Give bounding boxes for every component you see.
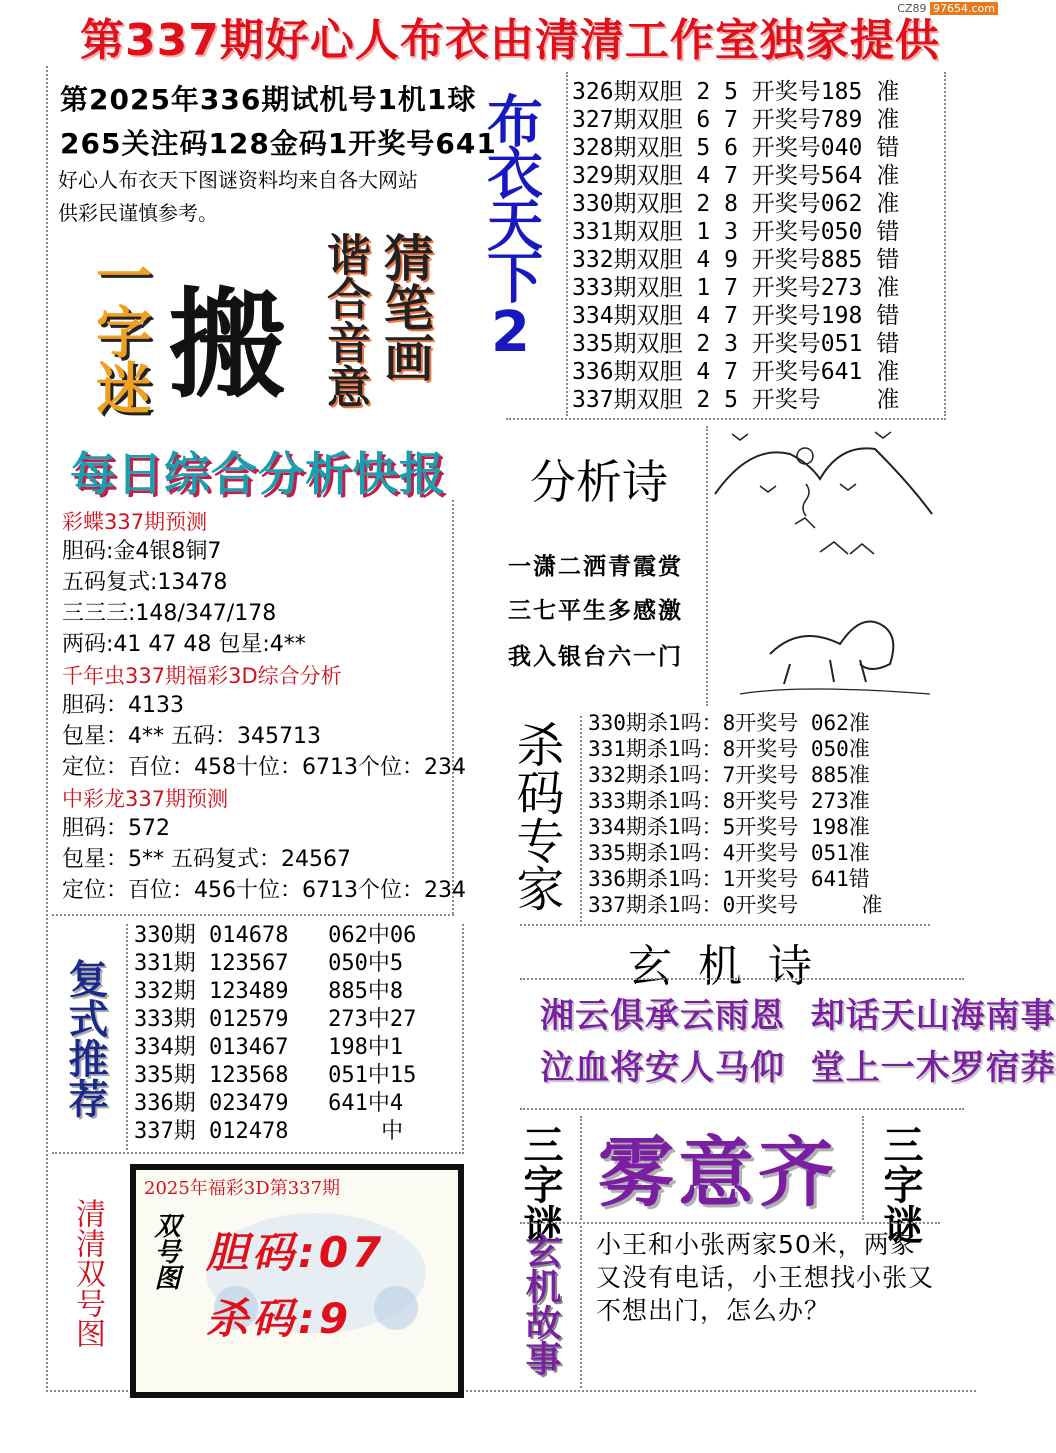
caidie-line: 三三三:148/347/178 [62, 601, 277, 626]
shuangdan-row-result: 错 [876, 219, 900, 245]
shuangdan-right-border [944, 72, 946, 416]
kill-expert-row: 333期杀1吗：8开奖号 273准 [588, 789, 870, 813]
shuangdan-row-result: 准 [876, 275, 900, 301]
fushi-row: 337期 012478 中 [134, 1119, 404, 1144]
riddle-hint-sound: 谐合音意 [319, 232, 370, 408]
kill-expert-row: 335期杀1吗：4开奖号 051准 [588, 841, 870, 865]
xuanji-poem-line-1: 湘云俱承云雨恩 却话天山海南事 [540, 996, 1056, 1036]
shuangdan-row-text: 326期双胆 2 5 开奖号185 [572, 79, 863, 105]
story-text: 小王和小张两家50米，两家又没有电话，小王想找小张又不想出门，怎么办？ [596, 1230, 935, 1325]
riddle-label: 一字迷 [87, 247, 152, 415]
shuangdan-row-result: 准 [876, 107, 900, 133]
caidie-line: 两码:41 47 48 包星:4** [62, 632, 306, 657]
notice-line-1: 好心人布衣天下图谜资料均来自各大网站 [58, 168, 418, 192]
shuangdan-row [572, 78, 899, 106]
fushi-row: 331期 123567 050中5 [134, 951, 404, 976]
shuangdan-bottom-border [506, 418, 946, 420]
notice-line-2: 供彩民谨慎参考。 [58, 201, 218, 225]
sanzi-left-divider [580, 1116, 582, 1220]
qny-line: 胆码：4133 [62, 693, 184, 718]
sanzi-right-divider [862, 1116, 864, 1220]
shuangdan-row [572, 190, 899, 218]
xuanji-poem-title: 玄 机 诗 [628, 941, 818, 992]
shuangdan-row-result: 准 [876, 163, 900, 189]
kill-expert-row: 337期杀1吗：0开奖号 准 [588, 893, 883, 917]
kill-expert-divider [580, 716, 582, 922]
fushi-bottom-border [52, 1152, 464, 1154]
shuangdan-row-text: 333期双胆 1 7 开奖号273 [572, 275, 863, 301]
shuangdan-row-text: 337期双胆 2 5 开奖号 [572, 387, 863, 413]
kill-expert-row: 331期杀1吗：8开奖号 050准 [588, 737, 870, 761]
analysis-poem-title: 分析诗 [530, 455, 668, 509]
predictions-bottom-border [52, 914, 454, 916]
story-label: 玄机故事 [520, 1232, 561, 1376]
shuangdan-row-text: 330期双胆 2 8 开奖号062 [572, 191, 863, 217]
qingqing-card [130, 1164, 464, 1398]
shuangdan-row [572, 386, 899, 414]
sanzi-left-label: 三字谜 [517, 1124, 563, 1244]
kill-expert-row: 336期杀1吗：1开奖号 641错 [588, 867, 870, 891]
fushi-row: 332期 123489 885中8 [134, 979, 404, 1004]
shuangdan-row-text: 331期双胆 1 3 开奖号050 [572, 219, 863, 245]
brand-vertical [478, 92, 543, 373]
fushi-row: 330期 014678 062中06 [134, 923, 417, 948]
qingqing-sha-row: 杀码:9 [206, 1294, 353, 1343]
qingqing-side-label: 双号图 [150, 1212, 180, 1290]
fushi-table [134, 922, 416, 1146]
shuangdan-row-text: 336期双胆 4 7 开奖号641 [572, 359, 863, 385]
zcl-line: 胆码：572 [62, 816, 170, 841]
shuangdan-row-text: 335期双胆 2 3 开奖号051 [572, 331, 863, 357]
shuangdan-row-result: 准 [876, 191, 900, 217]
watermark-site: 97654.com [930, 2, 998, 15]
shuangdan-row-result: 错 [876, 135, 900, 161]
caidie-line: 胆码:金4银8铜7 [62, 539, 222, 564]
qny-heading: 千年虫337期福彩3D综合分析 [62, 664, 342, 688]
shuangdan-row [572, 358, 899, 386]
brand-text: 布衣天下2 [478, 92, 543, 361]
trial-number-line: 第2025年336期试机号1机1球 [60, 83, 477, 116]
riddle-hint-stroke: 猜笔画 [376, 232, 434, 382]
kill-expert-row: 332期杀1吗：7开奖号 885准 [588, 763, 870, 787]
fushi-row: 335期 123568 051中15 [134, 1063, 417, 1088]
xuanji-poem-line-2: 泣血将安人马仰 堂上一木罗宿莽 [540, 1048, 1056, 1088]
kill-expert-bottom-border [520, 924, 930, 926]
mountain-animal-sketch [710, 424, 936, 706]
shuangdan-row [572, 134, 899, 162]
shuangdan-row [572, 162, 899, 190]
kill-expert-table [588, 710, 882, 918]
sha-value: 9 [318, 1294, 353, 1343]
analysis-poem-line: 一潇二洒青霞赏 [508, 554, 683, 580]
shuangdan-row [572, 106, 899, 134]
shuangdan-row-result: 错 [876, 247, 900, 273]
watermark-code: CZ89 [897, 2, 927, 15]
kill-expert-label: 杀码专家 [508, 720, 564, 912]
shuangdan-row-result: 准 [876, 387, 900, 413]
fushi-right-border [462, 924, 464, 1150]
shuangdan-row-result: 错 [876, 331, 900, 357]
daily-report-banner: 每日综合分析快报 [70, 447, 446, 501]
qny-line: 定位：百位：458十位：6713个位：234 [62, 755, 466, 780]
sanzi-text: 雾意齐 [598, 1128, 838, 1217]
sketch-left-border [706, 426, 708, 706]
kill-expert-row: 330期杀1吗：8开奖号 062准 [588, 711, 870, 735]
shuangdan-row [572, 218, 899, 246]
shuangdan-row-result: 错 [876, 303, 900, 329]
page-title: 第337期好心人布衣由清清工作室独家提供 [80, 15, 940, 66]
predictions-block [62, 506, 466, 906]
zcl-line: 包星：5** 五码复式：24567 [62, 847, 351, 872]
fushi-divider [126, 924, 128, 1150]
shuangdan-row [572, 274, 899, 302]
shuangdan-row [572, 302, 899, 330]
zcl-line: 定位：百位：456十位：6713个位：234 [62, 878, 466, 903]
shuangdan-row-text: 334期双胆 4 7 开奖号198 [572, 303, 863, 329]
shuangdan-row [572, 330, 899, 358]
zcl-heading: 中彩龙337期预测 [62, 787, 229, 811]
qingqing-card-title: 2025年福彩3D第337期 [144, 1178, 341, 1199]
sanzi-right-label: 三字谜 [877, 1124, 923, 1244]
fushi-row: 334期 013467 198中1 [134, 1035, 404, 1060]
dan-value: 07 [318, 1228, 386, 1277]
qingqing-dan-row: 胆码:07 [206, 1228, 386, 1277]
shuangdan-table [572, 78, 899, 414]
dan-label: 胆码 [206, 1228, 299, 1277]
qingqing-label: 清清双号图 [70, 1198, 105, 1348]
caidie-line: 五码复式:13478 [62, 570, 228, 595]
sha-label: 杀码 [206, 1294, 299, 1343]
focus-code-line: 265关注码128金码1开奖号641 [60, 127, 497, 160]
analysis-poem-line: 三七平生多感激 [508, 598, 683, 624]
fushi-row: 336期 023479 641中4 [134, 1091, 404, 1116]
shuangdan-row-result: 准 [876, 359, 900, 385]
shuangdan-row [572, 246, 899, 274]
sanzi-bottom-border [520, 1222, 940, 1224]
frame-left [46, 66, 48, 1392]
caidie-heading: 彩蝶337期预测 [62, 510, 208, 534]
shuangdan-row-text: 328期双胆 5 6 开奖号040 [572, 135, 863, 161]
shuangdan-row-text: 329期双胆 4 7 开奖号564 [572, 163, 863, 189]
shuangdan-row-text: 332期双胆 4 9 开奖号885 [572, 247, 863, 273]
qny-line: 包星：4** 五码：345713 [62, 724, 321, 749]
kill-expert-row: 334期杀1吗：5开奖号 198准 [588, 815, 870, 839]
shuangdan-left-border [566, 72, 568, 416]
shuangdan-row-text: 327期双胆 6 7 开奖号789 [572, 107, 863, 133]
fushi-row: 333期 012579 273中27 [134, 1007, 417, 1032]
story-divider [580, 1226, 582, 1388]
fushi-label: 复式推荐 [62, 958, 108, 1118]
riddle-character: 搬 [168, 275, 287, 414]
shuangdan-row-result: 准 [876, 79, 900, 105]
analysis-poem-line: 我入银台六一门 [508, 644, 683, 670]
